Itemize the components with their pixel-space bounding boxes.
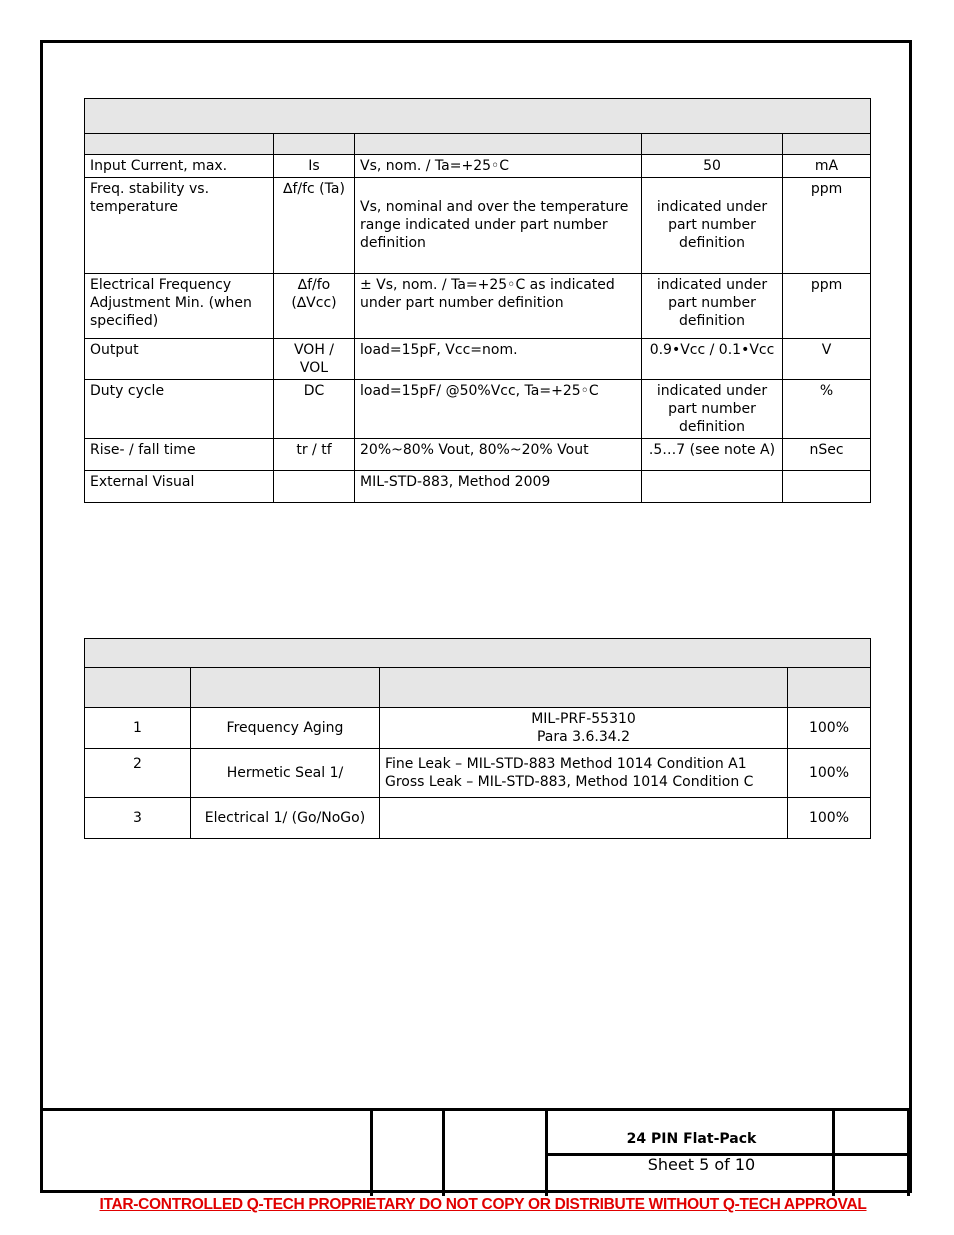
value-cell: indicated under part number definition xyxy=(642,380,783,439)
unit-cell: ppm xyxy=(783,274,871,339)
table-title-row xyxy=(85,639,871,668)
unit-cell: ppm xyxy=(783,178,871,274)
unit-cell: nSec xyxy=(783,439,871,471)
sheet-number: Sheet 5 of 10 xyxy=(647,1155,756,1174)
condition-cell: load=15pF, Vcc=nom. xyxy=(355,339,642,380)
column-header xyxy=(788,668,871,708)
unit-cell: V xyxy=(783,339,871,380)
symbol-cell xyxy=(274,471,355,503)
table-row xyxy=(85,380,871,439)
percent-cell: 100% xyxy=(788,708,871,749)
symbol-cell: ∆f/fc (Ta) xyxy=(274,178,355,274)
method-cell xyxy=(380,798,788,839)
table-row xyxy=(85,155,871,178)
column-header xyxy=(274,134,355,155)
value-cell: .5…7 (see note A) xyxy=(642,439,783,471)
itar-notice: ITAR-CONTROLLED Q-TECH PROPRIETARY DO NOT COPY OR DISTRIBUTE WITHOUT Q-TECH APPROVAL xyxy=(99,1196,867,1213)
step-number-cell: 3 xyxy=(85,798,191,839)
table-row xyxy=(85,749,871,798)
symbol-cell: DC xyxy=(274,380,355,439)
electrical-characteristics-table xyxy=(84,98,871,503)
value-cell: 0.9•Vcc / 0.1•Vcc xyxy=(642,339,783,380)
unit-cell xyxy=(783,471,871,503)
condition-cell: MIL-STD-883, Method 2009 xyxy=(355,471,642,503)
condition-cell: ± Vs, nom. / Ta=+25◦C as indicated under part number definition xyxy=(355,274,642,339)
param-cell: Input Current, max. xyxy=(85,155,274,178)
table-row xyxy=(85,471,871,503)
table-row xyxy=(85,439,871,471)
param-cell: Output xyxy=(85,339,274,380)
column-header xyxy=(783,134,871,155)
param-cell: Electrical Frequency Adjustment Min. (when specified) xyxy=(85,274,274,339)
condition-cell: load=15pF/ @50%Vcc, Ta=+25◦C xyxy=(355,380,642,439)
column-header xyxy=(380,668,788,708)
method-line: Fine Leak – MIL-STD-883 Method 1014 Condition A1 xyxy=(385,756,747,772)
unit-cell: mA xyxy=(783,155,871,178)
column-header xyxy=(355,134,642,155)
symbol-cell: tr / tf xyxy=(274,439,355,471)
title-block-divider xyxy=(442,1111,445,1196)
percent-cell: 100% xyxy=(788,749,871,798)
table-title-row xyxy=(85,99,871,134)
screening-table xyxy=(84,638,871,839)
test-cell: Electrical 1/ (Go/NoGo) xyxy=(191,798,380,839)
value-cell xyxy=(642,471,783,503)
step-number-cell: 1 xyxy=(85,708,191,749)
title-block xyxy=(40,1108,912,1196)
column-header xyxy=(85,668,191,708)
param-cell: External Visual xyxy=(85,471,274,503)
test-cell: Frequency Aging xyxy=(191,708,380,749)
unit-cell: % xyxy=(783,380,871,439)
value-cell: 50 xyxy=(642,155,783,178)
table-row xyxy=(85,274,871,339)
condition-cell: Vs, nom. / Ta=+25◦C xyxy=(355,155,642,178)
param-cell: Rise- / fall time xyxy=(85,439,274,471)
table-row xyxy=(85,798,871,839)
value-cell: indicated under part number definition xyxy=(642,178,783,274)
column-header xyxy=(85,134,274,155)
test-cell: Hermetic Seal 1/ xyxy=(191,749,380,798)
percent-cell: 100% xyxy=(788,798,871,839)
symbol-cell: Is xyxy=(274,155,355,178)
param-cell: Freq. stability vs. temperature xyxy=(85,178,274,274)
step-number-cell: 2 xyxy=(85,749,191,798)
package-title: 24 PIN Flat-Pack xyxy=(626,1131,757,1147)
symbol-cell: ∆f/fo (∆Vcc) xyxy=(274,274,355,339)
param-cell: Duty cycle xyxy=(85,380,274,439)
condition-cell: Vs, nominal and over the temperature range indicated under part number definition xyxy=(355,178,642,274)
table-row xyxy=(85,708,871,749)
column-header xyxy=(642,134,783,155)
condition-cell: 20%~80% Vout, 80%~20% Vout xyxy=(355,439,642,471)
method-cell xyxy=(380,749,788,798)
method-line: Para 3.6.34.2 xyxy=(536,729,631,745)
table-row xyxy=(85,339,871,380)
title-block-divider xyxy=(370,1111,373,1196)
table-row xyxy=(85,178,871,274)
symbol-cell: VOH / VOL xyxy=(274,339,355,380)
column-header xyxy=(191,668,380,708)
method-cell xyxy=(380,708,788,749)
method-line: Gross Leak – MIL-STD-883, Method 1014 Condition C xyxy=(385,774,754,790)
value-cell: indicated under part number definition xyxy=(642,274,783,339)
method-line: MIL-PRF-55310 xyxy=(531,711,636,727)
